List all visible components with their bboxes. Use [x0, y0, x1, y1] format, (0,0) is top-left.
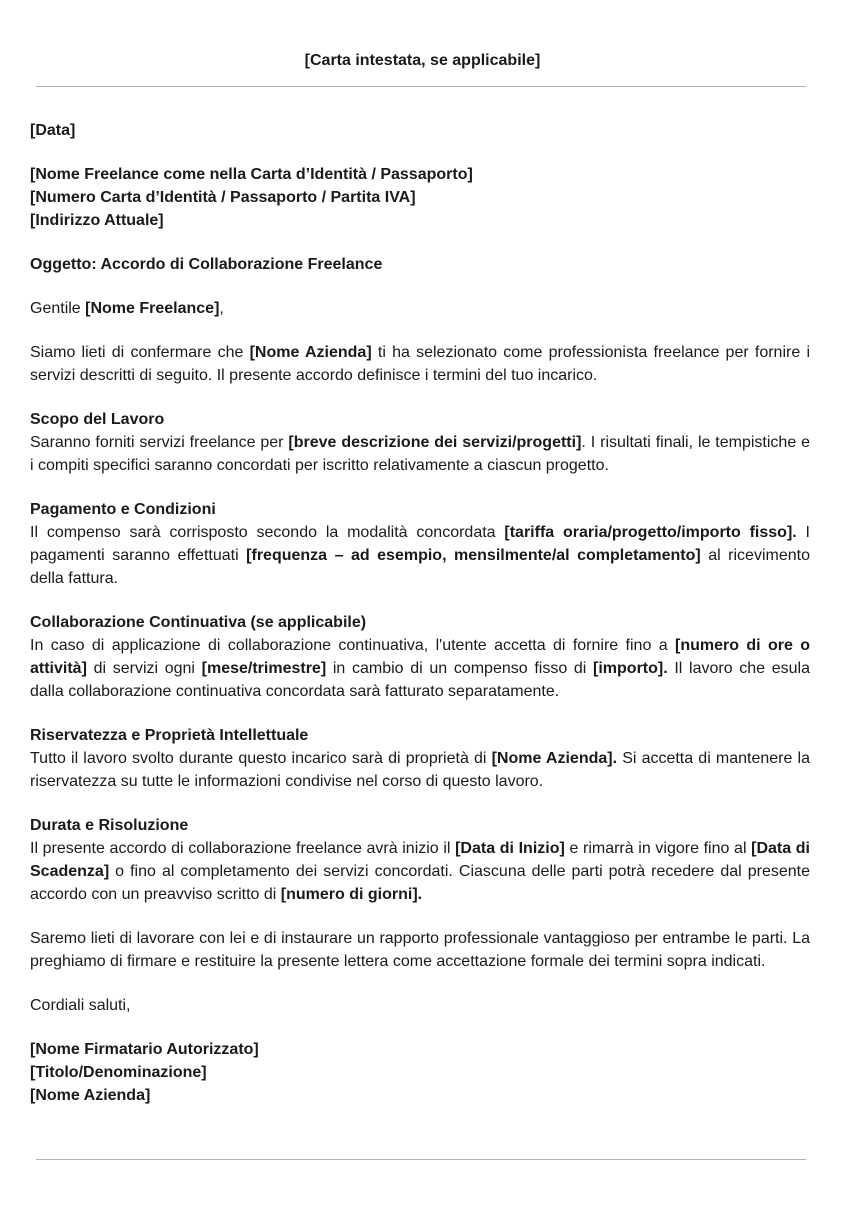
- scope-text-1: Saranno forniti servizi freelance per: [30, 434, 289, 451]
- payment-bold-1: [tariffa oraria/progetto/importo fisso].: [504, 524, 797, 541]
- recipient-id-number: [Numero Carta d’Identità / Passaporto / Partita IVA]: [30, 189, 416, 206]
- retainer-section: [30, 611, 810, 703]
- recipient-address: [Indirizzo Attuale]: [30, 212, 164, 229]
- payment-bold-2: [frequenza – ad esempio, mensilmente/al completamento]: [246, 547, 701, 564]
- term-bold-1: [Data di Inizio]: [455, 840, 565, 857]
- term-text-1: Il presente accordo di collaborazione freelance avrà inizio il: [30, 840, 456, 857]
- term-bold-2: [Data di Scadenza]: [30, 840, 811, 880]
- intro-text-1: Siamo lieti di confermare che: [30, 344, 250, 361]
- closing-paragraph: Saremo lieti di lavorare con lei e di instaurare un rapporto professionale vantaggioso per entrambe le parti. La preghiamo di firmare e restituire la presente lettera come accettazione formale dei termini sopra indicati.: [30, 930, 810, 970]
- signatory-company: [Nome Azienda]: [30, 1087, 151, 1104]
- confidentiality-text-1: Tutto il lavoro svolto durante questo incarico sarà di proprietà di: [30, 750, 492, 767]
- recipient-block: [30, 163, 810, 232]
- intro-text-2: ti ha selezionato come professionista freelance per fornire i servizi descritti di seguito. Il presente accordo definisce i termini del tuo incarico.: [30, 344, 810, 384]
- signatory-title: [Titolo/Denominazione]: [30, 1064, 207, 1081]
- signature-block: [30, 1038, 810, 1107]
- payment-text-1: Il compenso sarà corrisposto secondo la modalità concordata: [30, 524, 505, 541]
- signatory-name: [Nome Firmatario Autorizzato]: [30, 1041, 259, 1058]
- term-bold-3: [numero di giorni].: [280, 886, 423, 903]
- retainer-heading: Collaborazione Continuativa (se applicabile): [30, 614, 367, 631]
- greeting-prefix: Gentile: [30, 300, 86, 317]
- date-placeholder: [Data]: [30, 122, 76, 139]
- greeting-name: [Nome Freelance]: [85, 300, 220, 317]
- greeting: [30, 297, 810, 320]
- greeting-suffix: ,: [219, 300, 224, 317]
- payment-text-3: al ricevimento della fattura.: [30, 547, 810, 587]
- retainer-bold-1: [numero di ore o attività]: [30, 637, 810, 677]
- payment-text-2: I pagamenti saranno effettuati: [30, 524, 811, 564]
- retainer-text-3: in cambio di un compenso fisso di: [326, 660, 594, 677]
- intro-company: [Nome Azienda]: [249, 344, 372, 361]
- payment-heading: Pagamento e Condizioni: [30, 501, 216, 518]
- confidentiality-bold-1: [Nome Azienda].: [491, 750, 618, 767]
- retainer-bold-2: [mese/trimestre]: [201, 660, 327, 677]
- scope-heading: Scopo del Lavoro: [30, 411, 165, 428]
- confidentiality-section: [30, 724, 810, 793]
- retainer-bold-3: [importo].: [593, 660, 668, 677]
- subject-line: Oggetto: Accordo di Collaborazione Freelance: [30, 256, 383, 273]
- confidentiality-heading: Riservatezza e Proprietà Intellettuale: [30, 727, 309, 744]
- sign-off: Cordiali saluti,: [30, 997, 131, 1014]
- intro-paragraph: [30, 341, 810, 387]
- scope-text-2: . I risultati finali, le tempistiche e i compiti specifici saranno concordati per iscritto relativamente a ciascun progetto.: [30, 434, 811, 474]
- term-text-2: e rimarrà in vigore fino al: [564, 840, 752, 857]
- recipient-name: [Nome Freelance come nella Carta d’Identità / Passaporto]: [30, 166, 473, 183]
- confidentiality-text-2: Si accetta di mantenere la riservatezza su tutte le informazioni condivise nel corso di questo lavoro.: [30, 750, 810, 790]
- letter-body: [30, 119, 810, 1128]
- footer-divider: [36, 1159, 806, 1160]
- retainer-text-1: In caso di applicazione di collaborazione continuativa, l'utente accetta di fornire fino a: [30, 637, 675, 654]
- term-heading: Durata e Risoluzione: [30, 817, 189, 834]
- letterhead-placeholder: [Carta intestata, se applicabile]: [304, 52, 541, 69]
- scope-section: [30, 408, 810, 477]
- term-section: [30, 814, 810, 906]
- term-text-3: o fino al completamento dei servizi concordati. Ciascuna delle parti potrà recedere dal presente accordo con un preavviso scritto di: [30, 863, 810, 903]
- retainer-text-2: di servizi ogni: [86, 660, 202, 677]
- header-divider: [36, 86, 806, 87]
- retainer-text-4: Il lavoro che esula dalla collaborazione continuativa concordata sarà fatturato separatamente.: [30, 660, 810, 700]
- scope-bold-1: [breve descrizione dei servizi/progetti]: [288, 434, 582, 451]
- payment-section: [30, 498, 810, 590]
